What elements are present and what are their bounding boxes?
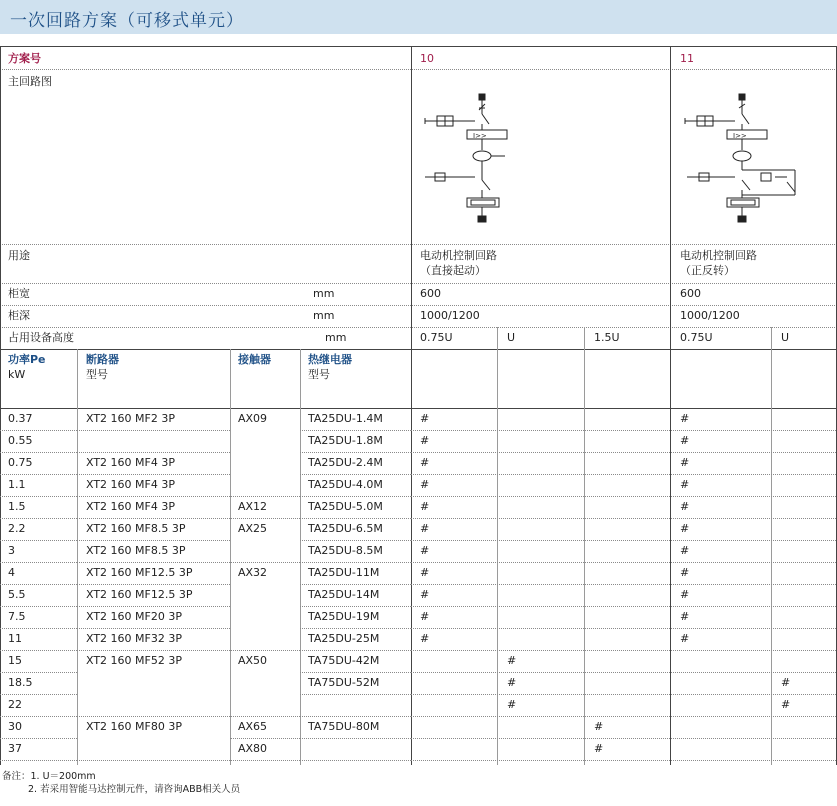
depth-unit: mm — [313, 309, 335, 322]
row-divider — [230, 760, 300, 761]
scheme-11-mark: # — [680, 434, 690, 447]
usage-11-line1: 电动机控制回路 — [680, 249, 757, 262]
row-divider — [77, 628, 230, 629]
row-divider — [0, 283, 837, 284]
scheme-10-mark-c: # — [594, 720, 604, 733]
row-divider — [300, 738, 411, 739]
width-11: 600 — [680, 287, 701, 300]
relay-cell: TA25DU-14M — [308, 588, 380, 601]
row-divider — [0, 305, 837, 306]
column-divider — [584, 327, 585, 765]
row-divider — [230, 650, 300, 651]
relay-cell: TA25DU-1.8M — [308, 434, 383, 447]
row-divider — [77, 606, 230, 607]
scheme-10-mark: # — [420, 478, 430, 491]
row-divider — [0, 474, 77, 475]
breaker-cell: XT2 160 MF12.5 3P — [86, 566, 193, 579]
row-divider — [411, 738, 836, 739]
scheme-11-mark: # — [680, 412, 690, 425]
contactor-cell: AX65 — [238, 720, 268, 733]
row-divider — [77, 716, 230, 717]
row-divider — [411, 518, 836, 519]
row-divider — [411, 540, 836, 541]
row-divider — [77, 584, 230, 585]
row-divider — [300, 518, 411, 519]
row-divider — [300, 496, 411, 497]
scheme-10-mark: # — [420, 544, 430, 557]
row-divider — [230, 496, 300, 497]
row-divider — [77, 760, 230, 761]
scheme-table — [0, 46, 837, 765]
contactor-cell: AX32 — [238, 566, 268, 579]
height-10-a: 0.75U — [420, 331, 453, 344]
row-divider — [0, 327, 837, 328]
power-cell: 22 — [8, 698, 22, 711]
breaker-header-line1: 断路器 — [86, 353, 119, 366]
column-divider — [300, 349, 301, 765]
depth-10: 1000/1200 — [420, 309, 480, 322]
row-divider — [411, 694, 836, 695]
scheme-10-mark: # — [420, 588, 430, 601]
power-cell: 15 — [8, 654, 22, 667]
relay-cell: TA25DU-4.0M — [308, 478, 383, 491]
row-divider — [411, 452, 836, 453]
row-divider — [77, 430, 230, 431]
contactor-cell: AX80 — [238, 742, 268, 755]
breaker-header-line2: 型号 — [86, 368, 108, 381]
scheme-10-mark-c: # — [594, 742, 604, 755]
power-cell: 37 — [8, 742, 22, 755]
row-divider — [0, 349, 837, 350]
scheme-11-mark-b: # — [781, 676, 791, 689]
row-divider — [300, 430, 411, 431]
contactor-cell: AX50 — [238, 654, 268, 667]
row-divider — [230, 716, 300, 717]
row-divider — [411, 672, 836, 673]
relay-cell: TA75DU-42M — [308, 654, 380, 667]
relay-cell: TA75DU-52M — [308, 676, 380, 689]
main-circuit-label: 主回路图 — [8, 75, 52, 88]
scheme-10-mark: # — [420, 412, 430, 425]
row-divider — [0, 694, 77, 695]
row-divider — [300, 584, 411, 585]
power-cell: 1.5 — [8, 500, 26, 513]
power-cell: 1.1 — [8, 478, 26, 491]
row-divider — [300, 694, 411, 695]
row-divider — [0, 672, 77, 673]
header-divider — [0, 69, 837, 70]
row-divider — [0, 244, 837, 245]
scheme-10-mark-b: # — [507, 676, 517, 689]
power-cell: 0.55 — [8, 434, 33, 447]
row-divider — [0, 628, 77, 629]
title-banner — [0, 0, 837, 34]
row-divider — [230, 562, 300, 563]
relay-cell: TA25DU-1.4M — [308, 412, 383, 425]
breaker-cell: XT2 160 MF4 3P — [86, 478, 175, 491]
relay-cell: TA25DU-25M — [308, 632, 380, 645]
height-label: 占用设备高度 — [8, 331, 74, 344]
breaker-cell: XT2 160 MF2 3P — [86, 412, 175, 425]
scheme-11-mark: # — [680, 610, 690, 623]
power-cell: 7.5 — [8, 610, 26, 623]
contactor-cell: AX09 — [238, 412, 268, 425]
scheme-11-mark: # — [680, 544, 690, 557]
height-11-b: U — [781, 331, 790, 344]
contactor-cell: AX25 — [238, 522, 268, 535]
row-divider — [0, 584, 77, 585]
scheme-11-mark: # — [680, 500, 690, 513]
row-divider — [300, 606, 411, 607]
row-divider — [300, 672, 411, 673]
width-10: 600 — [420, 287, 441, 300]
width-unit: mm — [313, 287, 335, 300]
row-divider — [0, 650, 77, 651]
scheme-11-mark: # — [680, 478, 690, 491]
scheme-11-number: 11 — [680, 52, 694, 65]
contactor-cell: AX12 — [238, 500, 268, 513]
row-divider — [411, 584, 836, 585]
row-divider — [411, 760, 836, 761]
scheme-11-mark: # — [680, 632, 690, 645]
relay-cell: TA25DU-8.5M — [308, 544, 383, 557]
row-divider — [77, 562, 230, 563]
contactor-header: 接触器 — [238, 353, 271, 366]
breaker-cell: XT2 160 MF4 3P — [86, 500, 175, 513]
row-divider — [0, 496, 77, 497]
depth-label: 柜深 — [8, 309, 30, 322]
column-divider — [230, 349, 231, 765]
scheme-10-mark: # — [420, 456, 430, 469]
scheme-10-mark: # — [420, 632, 430, 645]
row-divider — [300, 628, 411, 629]
power-cell: 4 — [8, 566, 15, 579]
row-divider — [411, 606, 836, 607]
column-divider — [0, 46, 1, 765]
breaker-cell: XT2 160 MF8.5 3P — [86, 522, 186, 535]
scheme-11-mark: # — [680, 522, 690, 535]
row-divider — [300, 716, 411, 717]
row-divider — [300, 452, 411, 453]
row-divider — [411, 628, 836, 629]
row-divider — [230, 738, 300, 739]
svg-text:I>>: I>> — [733, 132, 747, 140]
note-line-1: 备注：1. U＝200mm — [2, 771, 96, 782]
relay-cell: TA25DU-19M — [308, 610, 380, 623]
power-cell: 3 — [8, 544, 15, 557]
row-divider — [77, 474, 230, 475]
circuit-diagram-11 — [675, 90, 805, 240]
column-divider — [771, 327, 772, 765]
column-divider — [670, 46, 671, 765]
row-divider — [77, 496, 230, 497]
usage-10-line2: （直接起动） — [420, 264, 486, 277]
row-divider — [0, 540, 77, 541]
scheme-11-mark: # — [680, 566, 690, 579]
table-top-border — [0, 46, 837, 47]
row-divider — [0, 408, 837, 409]
usage-label: 用途 — [8, 249, 30, 262]
height-10-b: U — [507, 331, 516, 344]
power-cell: 5.5 — [8, 588, 26, 601]
row-divider — [300, 540, 411, 541]
scheme-10-mark: # — [420, 434, 430, 447]
power-cell: 0.37 — [8, 412, 33, 425]
page-title: 一次回路方案（可移式单元） — [10, 11, 244, 31]
row-divider — [300, 650, 411, 651]
relay-cell: TA25DU-2.4M — [308, 456, 383, 469]
row-divider — [0, 562, 77, 563]
relay-cell: TA25DU-6.5M — [308, 522, 383, 535]
height-10-c: 1.5U — [594, 331, 620, 344]
row-divider — [0, 518, 77, 519]
usage-11-line2: （正反转） — [680, 264, 735, 277]
row-divider — [0, 606, 77, 607]
row-divider — [0, 760, 77, 761]
breaker-cell: XT2 160 MF52 3P — [86, 654, 182, 667]
scheme-10-mark: # — [420, 500, 430, 513]
breaker-cell: XT2 160 MF8.5 3P — [86, 544, 186, 557]
notes — [2, 770, 240, 796]
row-divider — [77, 518, 230, 519]
power-cell: 11 — [8, 632, 22, 645]
power-cell: 18.5 — [8, 676, 33, 689]
row-divider — [411, 496, 836, 497]
scheme-11-mark: # — [680, 588, 690, 601]
row-divider — [300, 474, 411, 475]
column-divider — [497, 327, 498, 765]
row-divider — [411, 562, 836, 563]
breaker-cell: XT2 160 MF4 3P — [86, 456, 175, 469]
row-divider — [411, 650, 836, 651]
scheme-10-mark: # — [420, 522, 430, 535]
relay-cell: TA25DU-11M — [308, 566, 380, 579]
breaker-cell: XT2 160 MF32 3P — [86, 632, 182, 645]
note-line-2: 2. 若采用智能马达控制元件，请咨询ABB相关人员 — [28, 784, 241, 795]
scheme-11-mark-b: # — [781, 698, 791, 711]
row-divider — [77, 650, 230, 651]
row-divider — [411, 474, 836, 475]
breaker-cell: XT2 160 MF20 3P — [86, 610, 182, 623]
width-label: 柜宽 — [8, 287, 30, 300]
relay-cell: TA25DU-5.0M — [308, 500, 383, 513]
power-cell: 2.2 — [8, 522, 26, 535]
relay-header-line2: 型号 — [308, 368, 330, 381]
power-cell: 30 — [8, 720, 22, 733]
row-divider — [77, 452, 230, 453]
row-divider — [411, 430, 836, 431]
row-divider — [77, 540, 230, 541]
usage-10-line1: 电动机控制回路 — [420, 249, 497, 262]
power-header-line2: kW — [8, 368, 26, 381]
row-divider — [0, 452, 77, 453]
row-divider — [411, 716, 836, 717]
scheme-number-label: 方案号 — [8, 52, 41, 65]
breaker-cell: XT2 160 MF12.5 3P — [86, 588, 193, 601]
height-unit: mm — [325, 331, 347, 344]
column-divider — [77, 349, 78, 765]
depth-11: 1000/1200 — [680, 309, 740, 322]
row-divider — [0, 738, 77, 739]
height-11-a: 0.75U — [680, 331, 713, 344]
scheme-11-mark: # — [680, 456, 690, 469]
relay-header-line1: 热继电器 — [308, 353, 352, 366]
row-divider — [0, 430, 77, 431]
scheme-10-mark: # — [420, 566, 430, 579]
relay-cell: TA75DU-80M — [308, 720, 380, 733]
row-divider — [0, 716, 77, 717]
svg-text:I>>: I>> — [473, 132, 487, 140]
scheme-10-number: 10 — [420, 52, 434, 65]
column-divider — [411, 46, 412, 765]
scheme-10-mark-b: # — [507, 698, 517, 711]
scheme-10-mark-b: # — [507, 654, 517, 667]
breaker-cell: XT2 160 MF80 3P — [86, 720, 182, 733]
row-divider — [300, 562, 411, 563]
circuit-diagram-10 — [415, 90, 525, 240]
row-divider — [300, 760, 411, 761]
power-header-line1: 功率Pe — [8, 353, 46, 366]
row-divider — [230, 518, 300, 519]
power-cell: 0.75 — [8, 456, 33, 469]
scheme-10-mark: # — [420, 610, 430, 623]
